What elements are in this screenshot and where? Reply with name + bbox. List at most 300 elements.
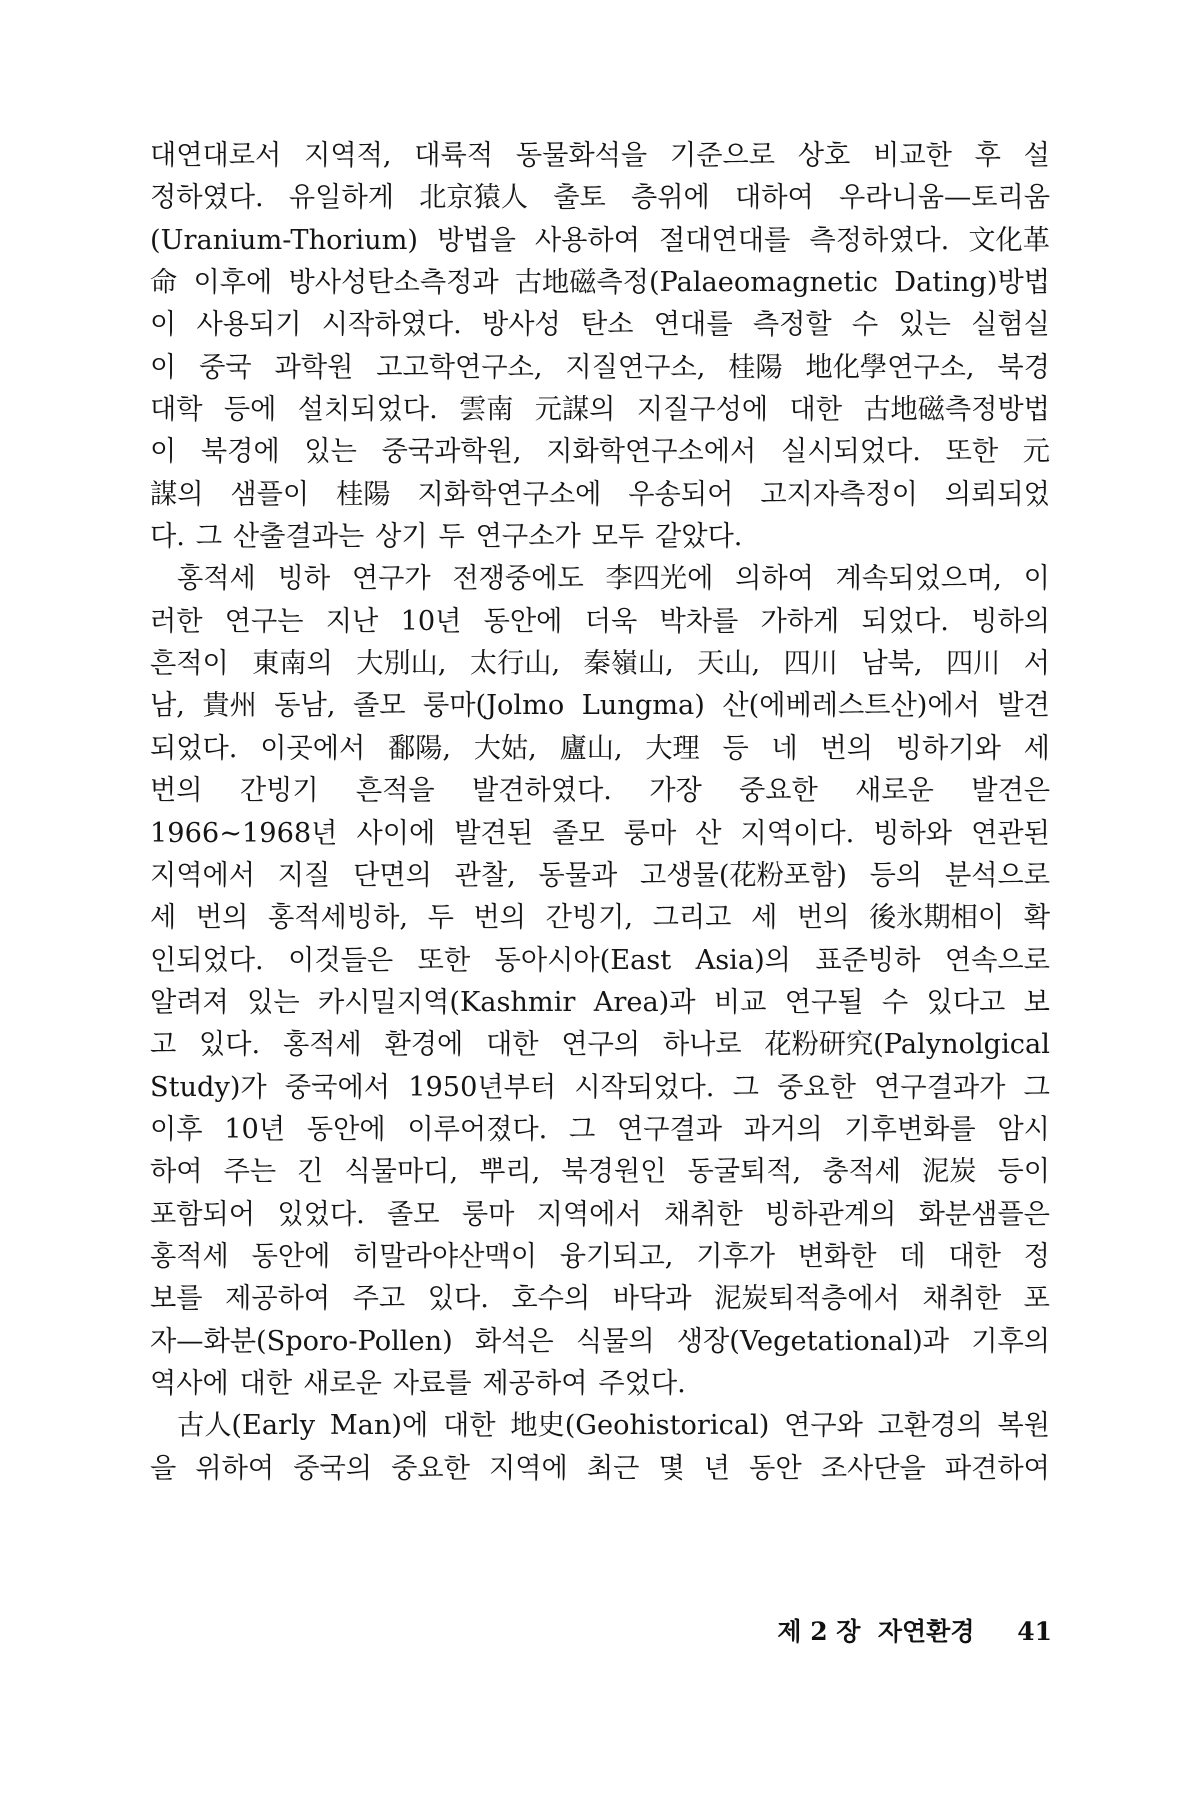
text-word: 이 [150,436,177,468]
text-word: 地化學연구소, [805,351,975,383]
text-word: 전쟁중에도 [452,563,584,595]
text-word: 긴 [297,1156,324,1188]
text-word: 환경에 [384,1029,464,1061]
text-word: 地史(Geohistorical) [510,1410,770,1442]
text-word: 모두 [591,521,645,553]
text-word: 번의 [820,732,874,764]
text-word: 桂陽 [728,351,783,383]
text-word: 謀의 [150,478,204,510]
text-word: 채취한 [922,1283,1002,1315]
text-word: 이 [150,309,177,341]
text-word: 연구가 [351,563,431,595]
text-line [150,1363,1050,1405]
text-word: 이 [1023,563,1050,595]
text-word: 대한 [443,1410,496,1442]
text-word: 계속되었으며, [835,563,1002,595]
text-word: 命 [150,267,178,299]
text-word: 또한 [417,944,471,976]
text-word: 포함되어 [150,1198,256,1230]
text-word: 지역에서 [150,859,256,891]
text-word: 있는 [304,436,357,468]
text-word: 과학원 [274,351,354,383]
text-word: 1950년부터 [408,1071,557,1103]
text-word: 시작되었다. [574,1071,715,1103]
text-word: 복원 [997,1410,1050,1442]
text-word: 세 [1023,732,1050,764]
text-word: 중국의 [293,1452,373,1484]
text-word: 대학 [150,394,203,426]
text-word: 고지자측정이 [760,478,918,510]
text-word: 년 [703,1452,731,1484]
text-word: 연구될 [784,986,864,1018]
text-word: 네 [771,732,798,764]
text-word: Asia)의 [695,944,791,976]
text-word: 지역에 [488,1452,568,1484]
text-word: 홍적세 [177,563,256,595]
text-word: 수 [851,309,879,341]
text-word: 花粉研究(Palynolgical [764,1029,1050,1061]
text-word: 설치되었다. [297,394,438,426]
text-word: 다. [150,521,185,553]
text-word: 암시 [997,1113,1050,1145]
text-word: 그 [195,521,223,553]
text-line [150,1405,1050,1447]
text-word: 방법을 [437,224,516,256]
text-line [150,474,1050,516]
text-word: 빙하와 [873,817,953,849]
text-line [150,982,1050,1024]
text-word: 중국 [199,351,252,383]
text-word: 그 [1023,1071,1050,1103]
text-word: 四川 [783,648,838,680]
text-word: 중국과학원, [381,436,522,468]
text-word: 東南의 [252,648,333,680]
text-line [150,1236,1050,1278]
text-word: 동안에 [251,1240,331,1272]
text-word: 동남, [274,690,336,722]
text-word: 홍적세빙하, [268,902,408,934]
text-word: 북경에 [200,436,280,468]
text-word: 히말라야산맥이 [353,1240,537,1272]
text-word: 등 [722,732,749,764]
text-word: 같았다. [655,521,743,553]
text-word: 서 [1023,648,1050,680]
text-line [150,601,1050,643]
text-word: 발견은 [971,775,1050,807]
running-footer [777,1612,1052,1648]
text-word: 확 [1023,902,1050,934]
text-word: 하여 [150,1156,203,1188]
text-word: 충적세 [822,1156,901,1188]
text-word: 흔적이 [150,648,229,680]
text-word: 번의 [195,902,249,934]
text-word: 채취한 [663,1198,743,1230]
text-word: 융기되고, [559,1240,674,1272]
text-word: 번의 [150,775,203,807]
text-word: 元謀의 [534,394,616,426]
text-word: 동안 [749,1452,802,1484]
text-word: 李四光에 [605,563,714,595]
text-word: 등에 [223,394,277,426]
text-word: Lungma) [581,690,705,722]
text-word: 연관된 [971,817,1050,849]
text-word: 단면의 [353,859,432,891]
text-word: 주고 [352,1283,406,1315]
text-word: 지난 [325,605,379,637]
text-word: 호수의 [511,1283,591,1315]
text-word: 제공하여 [482,1367,588,1399]
text-word: 大理 [645,732,700,764]
footer-chapter-title: 자연환경 [877,1617,975,1646]
text-word: 동안에 [483,605,563,637]
footer-chapter: 제 2 장 [777,1617,861,1646]
text-word: Study)가 [150,1071,267,1103]
text-word: 산(에베레스트산)에서 [722,690,980,722]
text-word: 廬山, [559,732,623,764]
text-word: 간빙기 [239,775,319,807]
text-word: 四川 [945,648,1001,680]
text-word: 또한 [945,436,999,468]
text-word: 文化革 [968,224,1050,256]
text-word: 룽마 [623,817,677,849]
text-word: 大姑, [473,732,537,764]
text-word: 세 [150,902,177,934]
text-word: 상호 [797,140,851,171]
text-word: 출토 [553,182,606,214]
text-word: 정 [1023,1240,1050,1272]
text-word: 식물마디, [344,1156,459,1188]
text-word: 고환경의 [877,1410,983,1442]
text-word: 자료를 [392,1367,472,1399]
text-line [150,813,1050,855]
text-word: 대한 [239,1367,293,1399]
text-word: 鄱陽, [388,732,452,764]
text-word: 몇 [658,1452,685,1484]
text-word: 남북, [861,648,923,680]
text-word: 표준빙하 [815,944,921,976]
text-word: 중요한 [777,1071,856,1103]
text-word: 대한 [948,1240,1001,1272]
text-word: 동굴퇴적, [687,1156,802,1188]
text-word: 동물과 [538,859,618,891]
text-word: 유일하게 [288,182,394,214]
text-word: 고 [150,1029,177,1061]
text-word: 새로운 [303,1367,382,1399]
text-line [150,940,1050,982]
text-word: 지질 [277,859,331,891]
text-word: 뿌리, [479,1156,541,1188]
text-word: 빙하관계의 [765,1198,897,1230]
text-word: 사이에 [356,817,436,849]
text-word: 두 [427,902,454,934]
text-word: 秦嶺山, [583,648,674,680]
text-word: 後氷期相이 [869,902,1005,934]
text-word: 발견 [997,690,1050,722]
text-word: 조사단을 [820,1452,926,1484]
text-word: 이것들은 [288,944,394,976]
text-word: 雲南 [459,394,514,426]
text-word: 貴州 [202,690,257,722]
text-word: 연대를 [653,309,733,341]
text-word: 이루어졌다. [407,1113,548,1145]
text-line [150,1321,1050,1363]
text-word: 중요한 [391,1452,470,1484]
text-line [150,1109,1050,1151]
text-word: 자—화분(Sporo-Pollen) [150,1325,453,1357]
text-word: 있었다. [277,1198,365,1230]
text-word: 실시되었다. [780,436,921,468]
text-word: 절대연대를 [659,224,791,256]
text-word: 연구의 [561,1029,641,1061]
text-word: 보 [1023,986,1050,1018]
text-word: 기후변화를 [844,1113,976,1145]
text-word: 발견하였다. [471,775,612,807]
text-word: 우라니움—토리움 [838,182,1050,214]
text-word: 지역이다. [740,817,855,849]
text-word: 화석은 [474,1325,554,1357]
text-line [150,389,1050,431]
text-word: 산출결과는 [232,521,365,553]
text-word: 파견하여 [944,1452,1050,1484]
text-word: 비교 [713,986,767,1018]
text-word: 인되었다. [150,944,264,976]
text-word: 룽마(Jolmo [423,690,565,722]
body-text [150,135,1050,1490]
text-word: 泥炭퇴적층에서 [714,1283,900,1315]
text-line [150,1448,1050,1490]
text-word: 흔적을 [355,775,435,807]
text-word: 의뢰되었 [944,478,1050,510]
text-word: 동안에 [306,1113,386,1145]
text-word: 홍적세 [150,1240,229,1272]
text-word: 포 [1023,1283,1050,1315]
text-word: 사용하여 [534,224,640,256]
text-word: 최근 [586,1452,640,1484]
text-word: 지화학연구소에서 [546,436,757,468]
text-word: 이곳에서 [260,732,366,764]
text-word: 정하였다. [150,182,264,214]
text-word: 변화한 [797,1240,877,1272]
text-word: 실험실 [971,309,1050,341]
text-word: 졸모 [387,1198,440,1230]
text-word: 연구결과 [617,1113,723,1145]
text-word: 이 [150,351,177,383]
text-word: 天山, [697,648,761,680]
text-word: 이후에 [193,267,273,299]
text-word: 졸모 [352,690,406,722]
text-word: 중요한 [739,775,818,807]
text-word: 북경 [997,351,1050,383]
text-line [150,855,1050,897]
text-word: 동아시아(East [494,944,672,976]
text-line [150,262,1050,304]
text-word: 등의 [869,859,923,891]
text-word: 기후의 [971,1325,1050,1357]
text-line [150,304,1050,346]
text-line [150,1151,1050,1193]
text-word: 古地磁측정방법 [863,394,1050,426]
text-word: 있다. [427,1283,489,1315]
text-word: 되었다. [150,732,238,764]
text-word: (Uranium-Thorium) [150,224,419,256]
text-word: 방사성탄소측정과 [288,267,499,299]
text-word: 번의 [796,902,850,934]
text-line [150,1278,1050,1320]
text-line [150,897,1050,939]
text-word: 러한 [150,605,203,637]
text-word: 기준으로 [669,140,776,171]
text-word: 연구소가 [475,521,581,553]
text-line [150,728,1050,770]
text-word: 비교한 [873,140,952,171]
text-word: 빙하기와 [895,732,1001,764]
text-word: 大別山, [356,648,447,680]
text-word: 있다. [199,1029,261,1061]
text-line [150,770,1050,812]
text-word: 대하여 [734,182,814,214]
text-word: 박차를 [659,605,739,637]
text-word: 알려져 [150,986,229,1018]
text-word: 등이 [997,1156,1050,1188]
text-word: 연구는 [224,605,304,637]
text-word: 元 [1022,436,1050,468]
text-word: 화분샘플은 [918,1198,1050,1230]
text-word: 홍적세 [282,1029,362,1061]
text-word: 동물화석을 [515,140,648,171]
text-line [150,558,1050,600]
text-word: 식물의 [575,1325,655,1357]
text-word: 위하여 [195,1452,275,1484]
text-word: 세 [751,902,778,934]
text-word: 역사에 [150,1367,229,1399]
text-word: 분석으로 [944,859,1050,891]
text-word: 과거의 [743,1113,823,1145]
text-word: 가장 [649,775,702,807]
text-line [150,431,1050,473]
text-word: 우송되어 [628,478,734,510]
text-word: 주는 [223,1156,277,1188]
text-word: 카시밀지역(Kashmir [318,986,576,1018]
text-word: 있다고 [926,986,1006,1018]
text-word: 데 [899,1240,926,1272]
text-word: 泥炭 [922,1156,977,1188]
text-word: 대한 [486,1029,539,1061]
text-word: Man)에 [329,1410,429,1442]
text-line [150,220,1050,262]
text-word: 太行山, [469,648,561,680]
text-word: 관찰, [454,859,516,891]
text-word: 의하여 [735,563,814,595]
text-word: 남, [150,690,185,722]
text-word: 가하게 [760,605,840,637]
text-word: 룽마 [461,1198,515,1230]
text-line [150,177,1050,219]
text-line [150,1024,1050,1066]
text-word: 두 [438,521,465,553]
text-word: 층위에 [630,182,710,214]
text-word: 제공하여 [225,1283,331,1315]
text-word: 주었다. [598,1367,686,1399]
text-word: 1966~1968년 [150,817,338,849]
text-word: 산 [695,817,722,849]
page-number: 41 [1017,1617,1052,1646]
text-word: 보를 [150,1283,203,1315]
text-word: 번의 [473,902,526,934]
text-word: 하나로 [662,1029,742,1061]
text-word: 상기 [375,521,428,553]
text-word: 桂陽 [336,478,391,510]
text-word: 측정할 [752,309,832,341]
text-word: 빙하의 [971,605,1050,637]
text-line [150,643,1050,685]
text-word: 기후가 [696,1240,775,1272]
text-line [150,1067,1050,1109]
text-word: 연구결과가 [874,1071,1006,1103]
text-word: 이후 [150,1113,203,1145]
text-line [150,516,1050,558]
text-word: 연구와 [784,1410,863,1442]
text-word: 대연대로서 [150,140,282,171]
text-word: 발견된 [454,817,534,849]
text-word: 방사성 [482,309,561,341]
text-word: 지역에서 [536,1198,642,1230]
text-word: 설 [1023,140,1050,171]
text-word: 그 [732,1071,759,1103]
text-word: 사용되기 [196,309,302,341]
text-word: 그리고 [652,902,732,934]
text-word: 탄소 [581,309,634,341]
text-word: 古人(Early [177,1410,316,1442]
text-word: 빙하 [277,563,331,595]
text-word: 더욱 [584,605,638,637]
text-word: 古地磁측정(Palaeomagnetic [514,267,879,299]
text-line [150,685,1050,727]
text-word: 중국에서 [284,1071,390,1103]
text-word: 간빙기, [545,902,634,934]
text-word: 을 [150,1452,177,1484]
text-word: 지질연구소, [565,351,706,383]
text-word: 10년 [224,1113,286,1145]
text-line [150,347,1050,389]
text-word: 수 [881,986,909,1018]
text-word: 고생물(花粉포함) [640,859,847,891]
text-word: 고고학연구소, [376,351,543,383]
text-word: 있는 [247,986,300,1018]
text-word: Dating)방법 [894,267,1050,299]
text-word: Area)과 [593,986,696,1018]
text-word: 후 [974,140,1001,171]
text-word: 바닥과 [612,1283,692,1315]
text-word: 北京猿人 [419,182,528,214]
text-word: 새로운 [855,775,934,807]
text-line [150,1194,1050,1236]
text-word: 졸모 [552,817,605,849]
text-word: 대한 [789,394,842,426]
text-word: 10년 [400,605,462,637]
text-word: 대륙적 [414,140,494,171]
text-word: 연속으로 [944,944,1050,976]
text-word: 시작하였다. [321,309,462,341]
text-word: 지역적, [304,140,392,171]
text-word: 있는 [898,309,951,341]
text-word: 그 [569,1113,596,1145]
text-word: 북경원인 [561,1156,667,1188]
text-word: 되었다. [861,605,949,637]
text-word: 지화학연구소에 [417,478,602,510]
text-word: 지질구성에 [636,394,769,426]
text-word: 측정하였다. [809,224,950,256]
text-word: 생장(Vegetational)과 [676,1325,950,1357]
